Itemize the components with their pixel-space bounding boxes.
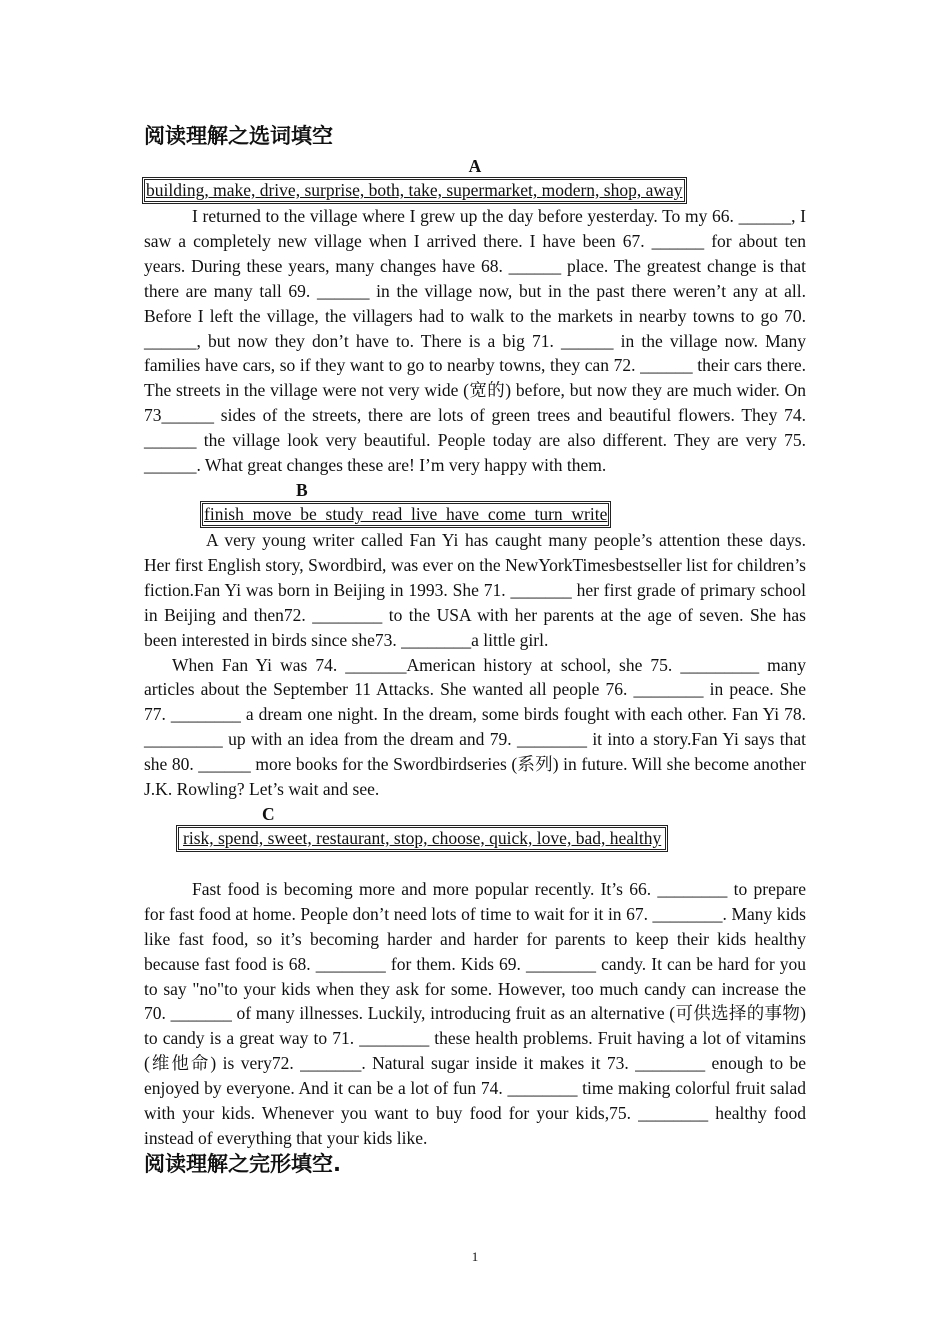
section-b-word-box: finish move be study read live have come turn write: [204, 503, 608, 524]
section-c-label: C: [262, 803, 275, 824]
section-a-label: A: [468, 156, 482, 176]
section-a-word-box-row: [144, 179, 806, 204]
section-c-word-box-row: [144, 827, 806, 852]
section-c-paragraph: Fast food is becoming more and more popular recently. It’s 66. ________ to prepare for fast food at home. People don’t need lots of time to wait for it in 67. ________. Many kids like fast food, so it’s becoming harder and harder for parents to keep their kids healthy because fast food is 68. ________ for them. Kids 69. ________ candy. It can be hard for you to say "no"to your kids when they ask for some. However, too much candy can increase the 70. _______ of many illnesses. Luckily, introducing fruit as an alternative (可供选择的事物) to candy is a great way to 71. ________ these health problems. Fruit having a lot of vitamins (维他命) is very72. _______. Natural sugar inside it makes it 73. ________ enough to be enjoyed by everyone. And it can be a lot of fun 74. ________ time making colorful fruit salad with your kids. Whenever you want to buy food for your kids,75. ________ healthy food instead of everything that your kids like.: [144, 878, 806, 1148]
section-heading-cloze: 阅读理解之完形填空.: [144, 1151, 341, 1176]
page-number: 1: [471, 1249, 479, 1264]
section-b-label: B: [296, 479, 308, 500]
section-a-paragraph: I returned to the village where I grew up the day before yesterday. To my 66. ______, I saw a completely new village when I arrived there. I have been 67. ______ for about ten years. During these years, many changes have 68. ______ place. The greatest change is that there are many tall 69. ______ in the village now, but in the past there weren’t any at all. Before I left the village, the villagers had to walk to the markets in nearby towns to go 70. ______, but now they don’t have to. There is a big 71. ______ in the village now. Many families have cars, so if they want to go to nearby towns, they can 72. ______ their cars there. The streets in the village were not very wide (宽的) before, but now they are much wider. On 73______ sides of the streets, there are lots of green trees and beautiful flowers. They 74. ______ the village look very beautiful. People today are also different. They are very 75. ______. What great changes these are! I’m very happy with them.: [144, 206, 806, 476]
section-b-word-box-row: [144, 503, 806, 528]
section-b-paragraph-2: When Fan Yi was 74. _______American history at school, she 75. _________ many articles about the September 11 Attacks. She wanted all people 76. ________ in peace. She 77. ________ a dream one night. In the dream, some birds fought with each other. Fan Yi 78. _________ up with an idea from the dream and 79. ________ it into a story.Fan Yi says that she 80. ______ more books for the Swordbirdseries (系列) in future. Will she become another J.K. Rowling? Let’s wait and see.: [144, 654, 806, 800]
section-heading-word-fill: 阅读理解之选词填空: [144, 124, 333, 148]
section-c-word-box: risk, spend, sweet, restaurant, stop, choose, quick, love, bad, healthy: [178, 827, 666, 850]
section-a-word-box: building, make, drive, surprise, both, take, supermarket, modern, shop, away: [146, 180, 683, 200]
section-b-paragraph-1: A very young writer called Fan Yi has caught many people’s attention these days. Her first English story, Swordbird, was ever on the NewYorkTimesbestseller list for children’s fiction.Fan Yi was born in Beijing in 1993. She 71. _______ her first grade of primary school in Beijing and then72. ________ to the USA with her parents at the age of seven. She has been interested in birds since she73. ________a little girl.: [144, 529, 806, 650]
document-page: [144, 118, 806, 1178]
blank-line: [144, 852, 806, 877]
